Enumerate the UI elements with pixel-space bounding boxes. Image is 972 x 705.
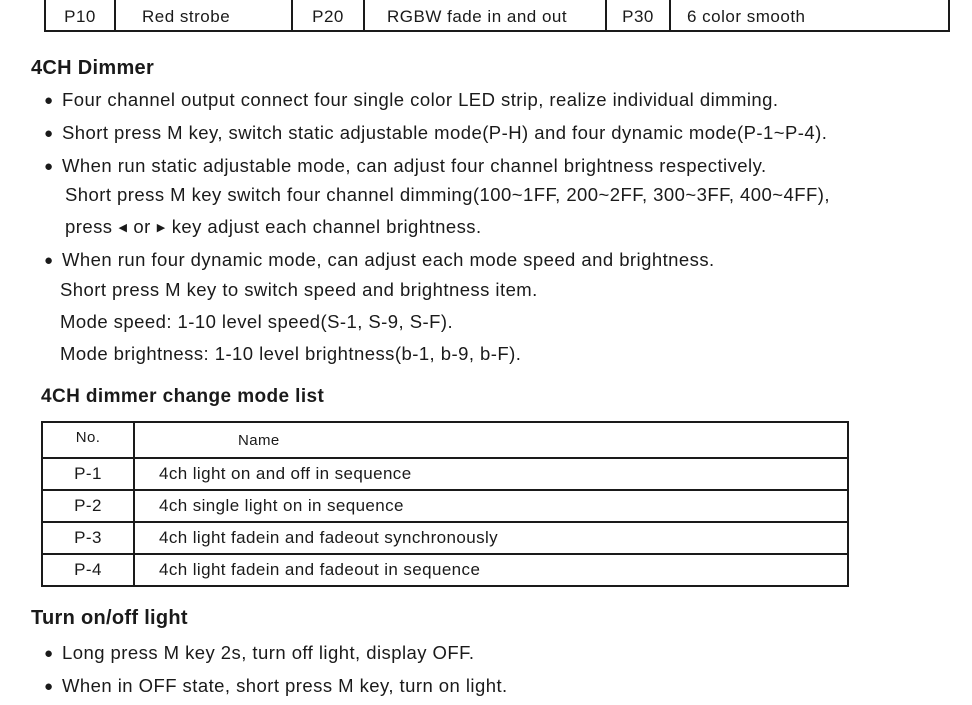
- bullet-item: ● Long press M key 2s, turn off light, display OFF.: [44, 642, 475, 663]
- bullet-continuation: Short press M key switch four channel dimming(100~1FF, 200~2FF, 300~3FF, 400~4FF),: [65, 184, 830, 205]
- section-title-turn-on-off: Turn on/off light: [31, 607, 188, 629]
- bullet-item: ● When in OFF state, short press M key, turn on light.: [44, 675, 508, 696]
- bullet-item: ● Four channel output connect four single color LED strip, realize individual dimming.: [44, 89, 779, 110]
- bullet-icon: ●: [44, 252, 54, 269]
- table-cell-name: RGBW fade in and out: [365, 0, 607, 30]
- left-arrow-icon: ◀: [118, 222, 128, 234]
- row-name: 4ch single light on in sequence: [134, 490, 848, 522]
- table-cell-name: 6 color smooth: [687, 7, 806, 26]
- bullet-continuation: Mode brightness: 1-10 level brightness(b-1, b-9, b-F).: [60, 343, 522, 364]
- bullet-icon: ●: [44, 158, 54, 175]
- row-name: 4ch light fadein and fadeout synchronously: [134, 522, 848, 554]
- bullet-item: ● When run four dynamic mode, can adjust each mode speed and brightness.: [44, 249, 715, 270]
- right-arrow-icon: ▶: [156, 222, 166, 234]
- table-row: [42, 554, 848, 586]
- mode-list-title: 4CH dimmer change mode list: [41, 386, 325, 407]
- table-header-row: [42, 422, 848, 458]
- bullet-icon: ●: [44, 678, 54, 695]
- row-name: 4ch light fadein and fadeout in sequence: [134, 554, 848, 586]
- table-row: [42, 522, 848, 554]
- row-name: 4ch light on and off in sequence: [134, 458, 848, 490]
- bullet-continuation: Mode speed: 1-10 level speed(S-1, S-9, S-F).: [60, 311, 454, 332]
- mode-list-table: [41, 421, 849, 587]
- table-cell-no: P20: [293, 0, 365, 30]
- header-no: No.: [42, 422, 134, 458]
- table-row: [42, 490, 848, 522]
- table-cell-no: P10: [46, 0, 116, 30]
- bullet-item: ● When run static adjustable mode, can adjust four channel brightness respectively.: [44, 155, 767, 176]
- bullet-icon: ●: [44, 125, 54, 142]
- effect-table-tail: [44, 0, 950, 32]
- table-cell-name: Red strobe: [116, 0, 293, 30]
- bullet-continuation: Short press M key to switch speed and brightness item.: [60, 279, 538, 300]
- table-cell-no: P30: [607, 0, 671, 30]
- bullet-item: ● Short press M key, switch static adjustable mode(P-H) and four dynamic mode(P-1~P-4).: [44, 122, 828, 143]
- row-no: P-1: [42, 458, 134, 490]
- row-no: P-3: [42, 522, 134, 554]
- bullet-continuation: press ◀ or ▶ key adjust each channel brightness.: [65, 216, 482, 237]
- bullet-icon: ●: [44, 92, 54, 109]
- row-no: P-2: [42, 490, 134, 522]
- header-name: Name: [134, 422, 848, 458]
- row-no: P-4: [42, 554, 134, 586]
- section-title-4ch-dimmer: 4CH Dimmer: [31, 57, 155, 79]
- bullet-icon: ●: [44, 645, 54, 662]
- table-row: [42, 458, 848, 490]
